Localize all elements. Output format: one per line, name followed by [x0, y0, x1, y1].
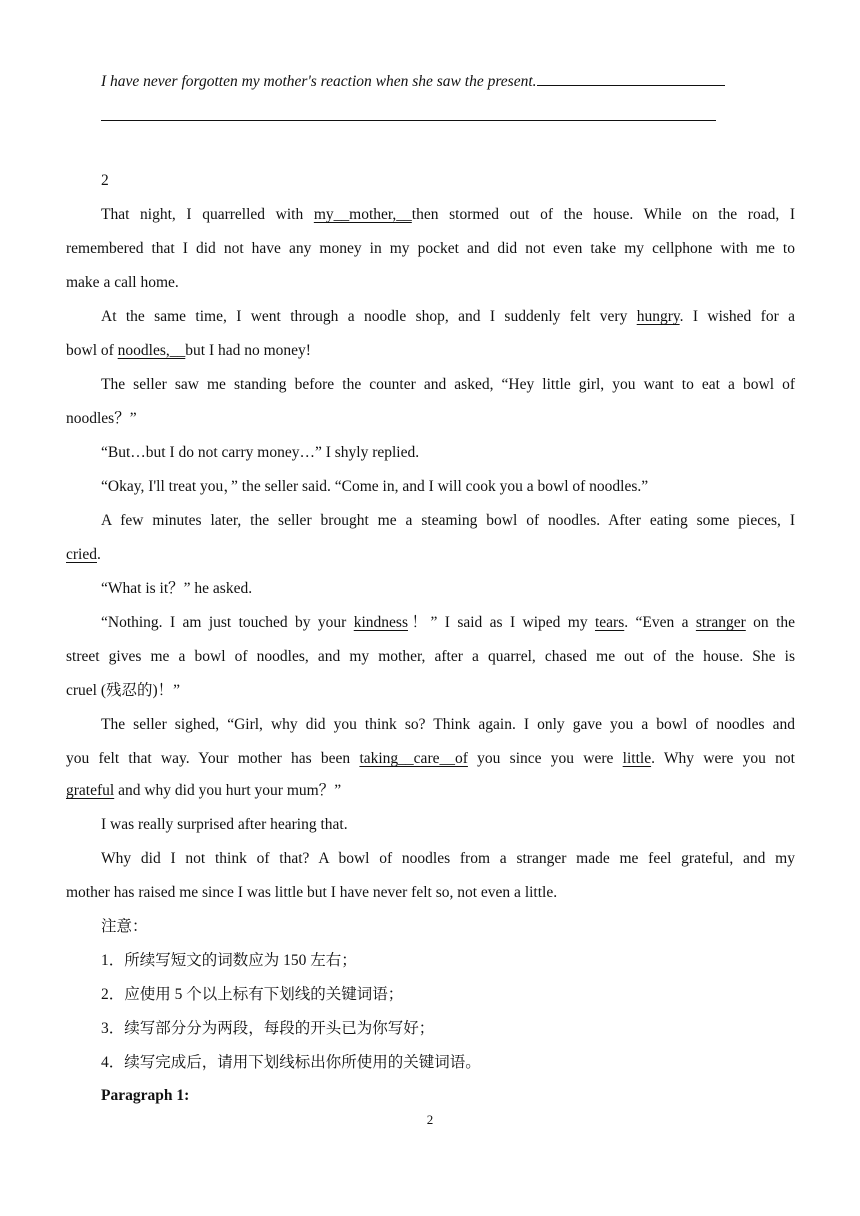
- note-item: 4．续写完成后，请用下划线标出你所使用的关键词语。: [101, 1054, 481, 1071]
- story-line: The seller saw me standing before the counter and asked, “Hey little girl, you want to eat a bowl of: [101, 376, 795, 393]
- keyword-cried: cried: [66, 546, 97, 563]
- story-text: but I had no money!: [185, 342, 311, 359]
- story-text: That night, I quarrelled with: [101, 206, 314, 223]
- keyword-grateful: grateful: [66, 782, 115, 799]
- story-text: “Nothing. I am just touched by your: [101, 614, 354, 631]
- section-number: 2: [101, 172, 109, 189]
- story-line: [66, 341, 795, 361]
- answer-blank-line: [537, 70, 725, 86]
- note-item: 2．应使用 5 个以上标有下划线的关键词语；: [101, 986, 404, 1003]
- keyword-taking-care-of: taking__care__of: [359, 750, 468, 767]
- page-number: 2: [426, 1112, 434, 1127]
- story-line: [101, 613, 795, 633]
- story-line: street gives me a bowl of noodles, and my mother, after a quarrel, chased me out of the house. She is: [66, 648, 795, 665]
- prompt-sentence: [101, 70, 795, 92]
- story-line: A few minutes later, the seller brought me a steaming bowl of noodles. After eating some pieces, I: [101, 512, 795, 529]
- keyword-hungry: hungry: [636, 308, 680, 325]
- story-line: cruel (残忍的)！”: [66, 682, 181, 699]
- story-line: “What is it？” he asked.: [101, 580, 253, 597]
- story-text: on the: [745, 614, 796, 631]
- note-item: 3．续写部分分为两段，每段的开头已为你写好；: [101, 1020, 435, 1037]
- notes-heading: 注意：: [101, 918, 148, 935]
- story-text: . Why were you not: [651, 750, 795, 767]
- story-line: remembered that I did not have any money in my pocket and did not even take my cellphone with me to: [66, 240, 795, 257]
- story-text: you felt that way. Your mother has been: [66, 750, 360, 767]
- keyword-stranger: stranger: [695, 614, 746, 631]
- story-line: “Okay, I'll treat you，” the seller said. “Come in, and I will cook you a bowl of noodles.”: [101, 478, 649, 495]
- story-text: ！” I said as I wiped my: [407, 614, 595, 631]
- story-line: [101, 205, 795, 225]
- story-text: . I wished for a: [679, 308, 795, 325]
- keyword-my-mother: my__mother,__: [313, 206, 412, 223]
- story-line: I was really surprised after hearing that.: [101, 816, 348, 833]
- keyword-noodles: noodles,__: [117, 342, 186, 359]
- paragraph-label: Paragraph 1:: [101, 1087, 190, 1104]
- story-text: . “Even a: [624, 614, 696, 631]
- story-line: [66, 749, 795, 769]
- story-line: [66, 781, 795, 801]
- story-text: bowl of: [66, 342, 118, 359]
- story-text: .: [96, 546, 101, 563]
- story-line: noodles？”: [66, 410, 137, 427]
- story-text: you since you were: [467, 750, 623, 767]
- story-line: “But…but I do not carry money…” I shyly replied.: [101, 444, 420, 461]
- story-line: make a call home.: [66, 274, 179, 291]
- keyword-tears: tears: [594, 614, 625, 631]
- story-text: At the same time, I went through a noodle shop, and I suddenly felt very: [101, 308, 637, 325]
- keyword-little: little: [622, 750, 652, 767]
- story-line: Why did I not think of that? A bowl of noodles from a stranger made me feel grateful, and my: [101, 850, 795, 867]
- story-text: and why did you hurt your mum？”: [114, 782, 342, 799]
- prompt-sentence-text: I have never forgotten my mother's reaction when she saw the present.: [101, 73, 537, 90]
- answer-blank-line: [101, 120, 716, 121]
- story-line: The seller sighed, “Girl, why did you think so? Think again. I only gave you a bowl of noodles and: [101, 716, 795, 733]
- story-text: then stormed out of the house. While on the road, I: [411, 206, 795, 223]
- story-line: [101, 307, 795, 327]
- note-item: 1．所续写短文的词数应为 150 左右；: [101, 952, 357, 969]
- keyword-kindness: kindness: [353, 614, 408, 631]
- story-line: mother has raised me since I was little but I have never felt so, not even a little.: [66, 884, 558, 901]
- story-line: [66, 545, 795, 565]
